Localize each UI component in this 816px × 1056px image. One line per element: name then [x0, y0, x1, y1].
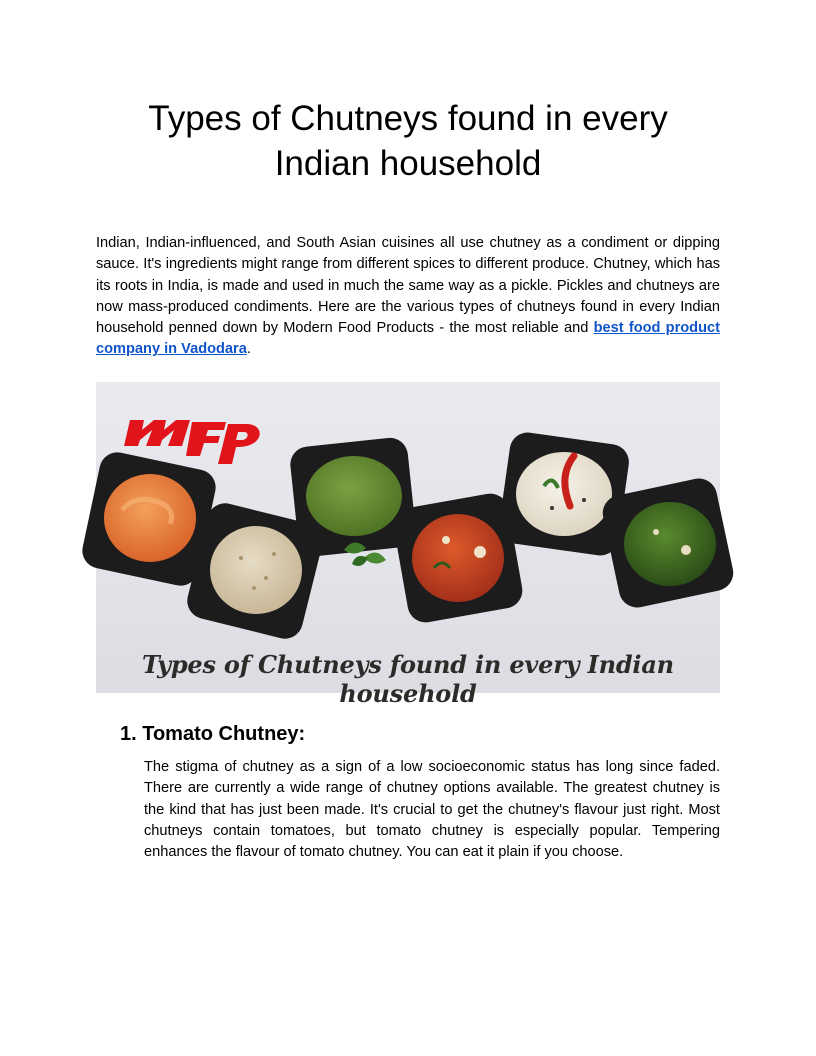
intro-text: Indian, Indian-influenced, and South Asian cuisines all use chutney as a condiment or dipping sauce. It's ingredients might range from different spices to different produce. Chutney, which has its roots in India, is made and used in much the same way as a pickle. Pickles and chutneys are now mass-produced condiments. Here are the various types of chutneys found in every Indian household penned down by Modern Food Products - the most reliable and [96, 235, 720, 337]
intro-paragraph [96, 233, 720, 361]
green-chutney-bowl [599, 475, 736, 611]
hero-caption: Types of Chutneys found in every Indian household [142, 650, 674, 708]
chutney-bowls-illustration [96, 382, 720, 693]
page-title: Types of Chutneys found in every Indian household [148, 99, 668, 183]
section-body: The stigma of chutney as a sign of a low socioeconomic status has long since faded. There are currently a wide range of chutney options available. The greatest chutney is the kind that has just been made. It's crucial to get the chutney's flavour just right. Most chutneys contain tomatoes, but tomato chutney is especially popular. Tempering enhances the flavour of tomato chutney. You can eat it plain if you choose. [144, 759, 720, 861]
intro-end: . [246, 341, 251, 358]
hero-image [96, 382, 720, 708]
section-heading: 1. Tomato Chutney: [120, 723, 306, 745]
mfp-logo [124, 420, 260, 464]
company-link[interactable]: best food product company in Vadodara [96, 320, 720, 358]
